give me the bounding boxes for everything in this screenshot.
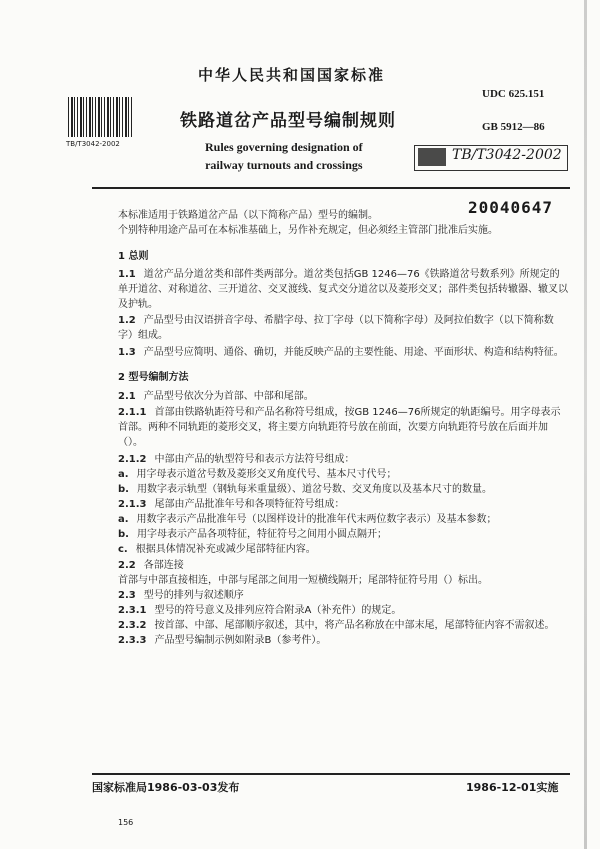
clause-number: 2.1.3 — [118, 499, 147, 510]
item-text: 用字母表示产品各项特征，特征符号之间用小圆点隔开； — [136, 529, 387, 540]
item-2-1-2-b — [118, 482, 492, 497]
clause-text: 首部由铁路轨距符号和产品名称符号组成，按GB 1246—76所规定的轨距编号。用字母表示首部。两种不同轨距的菱形交叉，将主要方向轨距符号放在前面，次要方向轨距符号放在后面并加（）。 — [118, 407, 561, 448]
document-title-en — [205, 138, 363, 174]
header-divider — [92, 187, 570, 189]
clause-1-3 — [118, 345, 568, 360]
item-text: 用字母表示道岔号数及菱形交叉角度代号、基本尺寸代号； — [136, 469, 397, 480]
issue-date: 国家标准局1986-03-03发布 — [92, 781, 240, 794]
item-2-1-2-a — [118, 467, 397, 482]
clause-text: 产品型号由汉语拼音字母、希腊字母、拉丁字母（以下简称字母）及阿拉伯数字（以下简称数字）组成。 — [118, 315, 554, 341]
clause-text: 尾部由产品批准年号和各项特征符号组成： — [154, 499, 345, 510]
section-2-heading: 2 型号编制方法 — [118, 372, 189, 383]
clause-1-1 — [118, 267, 568, 312]
title-en-line2: railway turnouts and crossings — [205, 158, 363, 172]
barcode-icon — [68, 97, 132, 137]
item-text: 根据具体情况补充或减少尾部特征内容。 — [135, 544, 316, 555]
clause-number: 2.1 — [118, 391, 136, 402]
clause-text: 型号的排列与叙述顺序 — [143, 590, 244, 601]
effective-date: 1986-12-01实施 — [466, 781, 559, 794]
stamp-seal-icon — [418, 148, 446, 166]
clause-2-1-2 — [118, 452, 354, 467]
intro-line-2: 个别特种用途产品可在本标准基础上，另作补充规定，但必须经主管部门批准后实施。 — [118, 225, 498, 236]
item-2-1-3-a — [118, 512, 497, 527]
clause-text: 道岔产品分道岔类和部件类两部分。道岔类包括GB 1246—76《铁路道岔号数系列》所规定的单开道岔、对称道岔、三开道岔、交叉渡线、复式交分道岔以及菱形交叉；部件类包括转辙器、辙叉以及护轨。 — [118, 269, 568, 310]
archive-stamp-number: 20040647 — [468, 198, 554, 217]
clause-2-3-2 — [118, 618, 554, 633]
clause-text: 产品型号编制示例如附录B（参考件）。 — [154, 635, 327, 646]
scan-edge-shadow — [584, 0, 587, 849]
handwritten-standard-number: TB/T3042-2002 — [452, 147, 562, 163]
clause-2-2 — [118, 558, 184, 573]
item-label: c. — [118, 544, 128, 555]
clause-2-1-1 — [118, 405, 568, 450]
item-label: b. — [118, 529, 129, 540]
clause-2-1 — [118, 389, 314, 404]
page-number: 156 — [118, 818, 134, 827]
clause-2-3 — [118, 588, 244, 603]
section-1-heading: 1 总则 — [118, 251, 149, 262]
clause-1-2 — [118, 313, 568, 343]
gb-code: GB 5912—86 — [482, 121, 545, 133]
clause-number: 2.3.3 — [118, 635, 147, 646]
clause-2-3-3 — [118, 633, 326, 648]
item-2-1-3-b — [118, 527, 387, 542]
clause-text: 产品型号应简明、通俗、确切，并能反映产品的主要性能、用途、平面形状、构造和结构特征。 — [143, 347, 564, 358]
clause-2-1-3 — [118, 497, 344, 512]
clause-number: 2.1.1 — [118, 407, 147, 418]
national-standard-title: 中华人民共和国国家标准 — [198, 66, 386, 84]
clause-number: 2.3.1 — [118, 605, 147, 616]
clause-text: 按首部、中部、尾部顺序叙述，其中，将产品名称放在中部末尾，尾部特征内容不需叙述。 — [154, 620, 555, 631]
clause-number: 2.1.2 — [118, 454, 147, 465]
footer-divider — [92, 773, 570, 775]
item-text: 用数字表示轨型（钢轨每米重量级）、道岔号数、交叉角度以及基本尺寸的数量。 — [136, 484, 492, 495]
clause-number: 2.3.2 — [118, 620, 147, 631]
clause-text: 中部由产品的轨型符号和表示方法符号组成： — [154, 454, 355, 465]
clause-2-2-body: 首部与中部直接相连，中部与尾部之间用一短横线隔开；尾部特征符号用（）标出。 — [118, 575, 488, 586]
clause-text: 产品型号依次分为首部、中部和尾部。 — [143, 391, 314, 402]
item-label: b. — [118, 484, 129, 495]
document-title-cn: 铁路道岔产品型号编制规则 — [180, 111, 396, 131]
clause-number: 2.3 — [118, 590, 136, 601]
item-text: 用数字表示产品批准年号（以图样设计的批准年代末两位数字表示）及基本参数； — [136, 514, 497, 525]
item-2-1-3-c — [118, 542, 316, 557]
clause-text: 各部连接 — [143, 560, 184, 571]
intro-line-1: 本标准适用于铁路道岔产品（以下简称产品）型号的编制。 — [118, 210, 378, 221]
clause-number: 2.2 — [118, 560, 136, 571]
clause-text: 型号的符号意义及排列应符合附录A（补充件）的规定。 — [154, 605, 402, 616]
clause-2-3-1 — [118, 603, 401, 618]
item-label: a. — [118, 469, 129, 480]
udc-code: UDC 625.151 — [482, 88, 545, 100]
title-en-line1: Rules governing designation of — [205, 140, 363, 154]
clause-number: 1.2 — [118, 315, 136, 326]
item-label: a. — [118, 514, 129, 525]
clause-number: 1.1 — [118, 269, 136, 280]
clause-number: 1.3 — [118, 347, 136, 358]
barcode-label: TB/T3042-2002 — [66, 140, 120, 148]
